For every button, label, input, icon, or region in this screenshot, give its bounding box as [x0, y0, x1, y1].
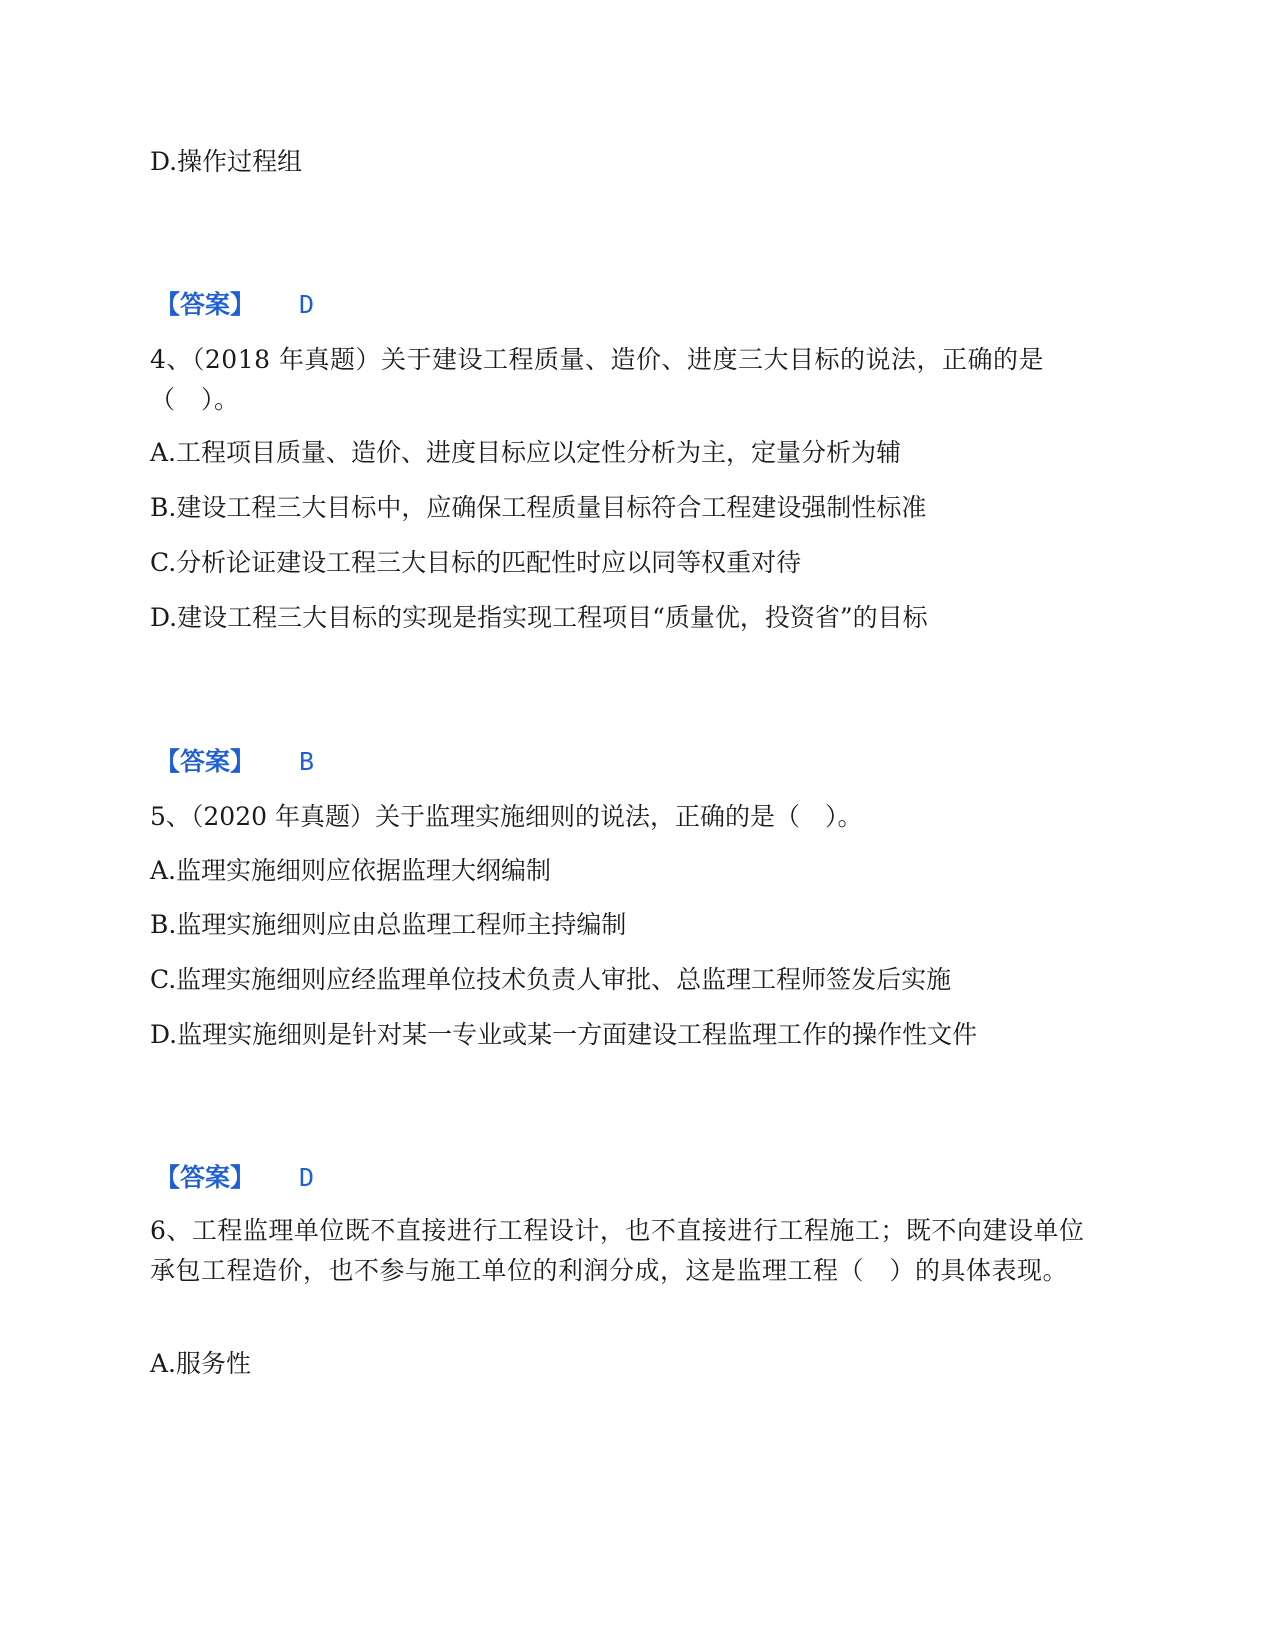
q5-answer [155, 1163, 314, 1193]
q5-stem: 5、（2020 年真题）关于监理实施细则的说法，正确的是（ ）。 [150, 802, 863, 831]
q4-option-d: D.建设工程三大目标的实现是指实现工程项目“质量优，投资省”的目标 [150, 603, 928, 632]
q5-option-c: C.监理实施细则应经监理单位技术负责人审批、总监理工程师签发后实施 [150, 965, 952, 994]
answer-label: 【答案】 [155, 1163, 256, 1192]
q4-option-a: A.工程项目质量、造价、进度目标应以定性分析为主，定量分析为辅 [150, 438, 902, 467]
q4-option-c: C.分析论证建设工程三大目标的匹配性时应以同等权重对待 [150, 548, 802, 577]
answer-value: D [299, 1163, 315, 1192]
answer-label: 【答案】 [155, 290, 256, 319]
answer-value: B [299, 747, 315, 776]
q4-stem: 4、（2018 年真题）关于建设工程质量、造价、进度三大目标的说法，正确的是（ ）。 [150, 345, 1044, 414]
q4-answer [155, 747, 314, 777]
q5-option-d: D.监理实施细则是针对某一专业或某一方面建设工程监理工作的操作性文件 [150, 1020, 978, 1049]
q4-option-b: B.建设工程三大目标中，应确保工程质量目标符合工程建设强制性标准 [150, 493, 927, 522]
q5-option-a: A.监理实施细则应依据监理大纲编制 [150, 856, 552, 885]
answer-label: 【答案】 [155, 747, 256, 776]
q3-option-d: D.操作过程组 [150, 147, 303, 176]
q5-option-b: B.监理实施细则应由总监理工程师主持编制 [150, 910, 627, 939]
q6-stem: 6、工程监理单位既不直接进行工程设计，也不直接进行工程施工；既不向建设单位承包工程造价，也不参与施工单位的利润分成，这是监理工程（ ）的具体表现。 [150, 1216, 1085, 1285]
answer-value: D [299, 290, 315, 319]
q3-answer [155, 290, 314, 320]
q6-option-a: A.服务性 [150, 1349, 252, 1378]
